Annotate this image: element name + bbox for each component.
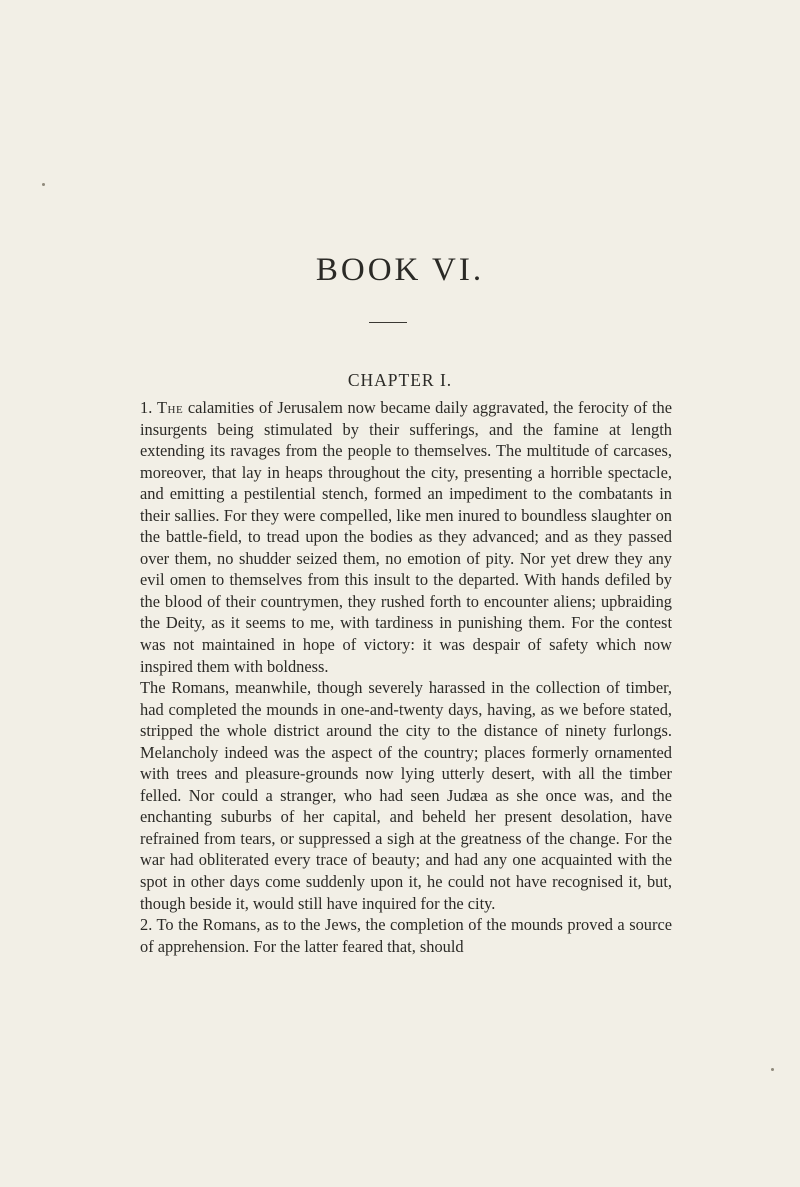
paragraph-lead-in: The bbox=[156, 398, 184, 417]
paragraph-text: To the Romans, as to the Jews, the completion of the mounds proved a source of apprehension. For the latter feared that, should bbox=[140, 915, 672, 956]
paragraph-number: 2. bbox=[140, 915, 153, 935]
title-divider bbox=[369, 322, 407, 323]
paragraph-number: 1. bbox=[140, 398, 153, 417]
paragraph-text: The Romans, meanwhile, though severely harassed in the collection of timber, had completed the mounds in one-and-twenty days, having, as we before stated, stripped the whole district around the city to the distance of ninety furlongs. Melancholy indeed was the aspect of the country; places formerly ornamented with trees and pleasure-grounds now lying utterly desert, with all the timber felled. Nor could a stranger, who had seen Judæa as she once was, and the enchanting suburbs of her capital, and beheld her present desolation, have refrained from tears, or suppressed a sigh at the greatness of the change. For the war had obliterated every trace of beauty; and had any one acquainted with the spot in other days come suddenly upon it, he could not have recognised it, but, though beside it, would still have inquired for the city. bbox=[140, 678, 672, 913]
paper-speck bbox=[771, 1068, 774, 1071]
paragraph-2 bbox=[140, 677, 672, 914]
book-title: BOOK VI. bbox=[315, 252, 485, 288]
paragraph-text: calamities of Jerusalem now became daily aggravated, the ferocity of the insurgents being stimulated by their sufferings, and the famine at length extending its ravages from the people to themselves. The multitude of carcases, moreover, that lay in heaps throughout the city, presenting a horrible spectacle, and emitting a pestilential stench, formed an impediment to the combatants in their sallies. For they were compelled, like men inured to boundless slaughter on the battle-field, to tread upon the bodies as they advanced; and as they passed over them, no shudder seized them, no emotion of pity. Nor yet drew they any evil omen to themselves from this insult to the departed. With hands defiled by the blood of their countrymen, they rushed forth to encounter aliens; upbraiding the Deity, as it seems to me, with tardiness in punishing them. For the contest was not maintained in hope of victory: it was despair of safety which now inspired them with boldness. bbox=[140, 398, 672, 676]
chapter-title: CHAPTER I. bbox=[347, 370, 453, 390]
chapter-body bbox=[140, 397, 672, 957]
paragraph-3 bbox=[140, 914, 672, 957]
paper-speck bbox=[42, 183, 45, 186]
paragraph-1 bbox=[140, 397, 672, 677]
